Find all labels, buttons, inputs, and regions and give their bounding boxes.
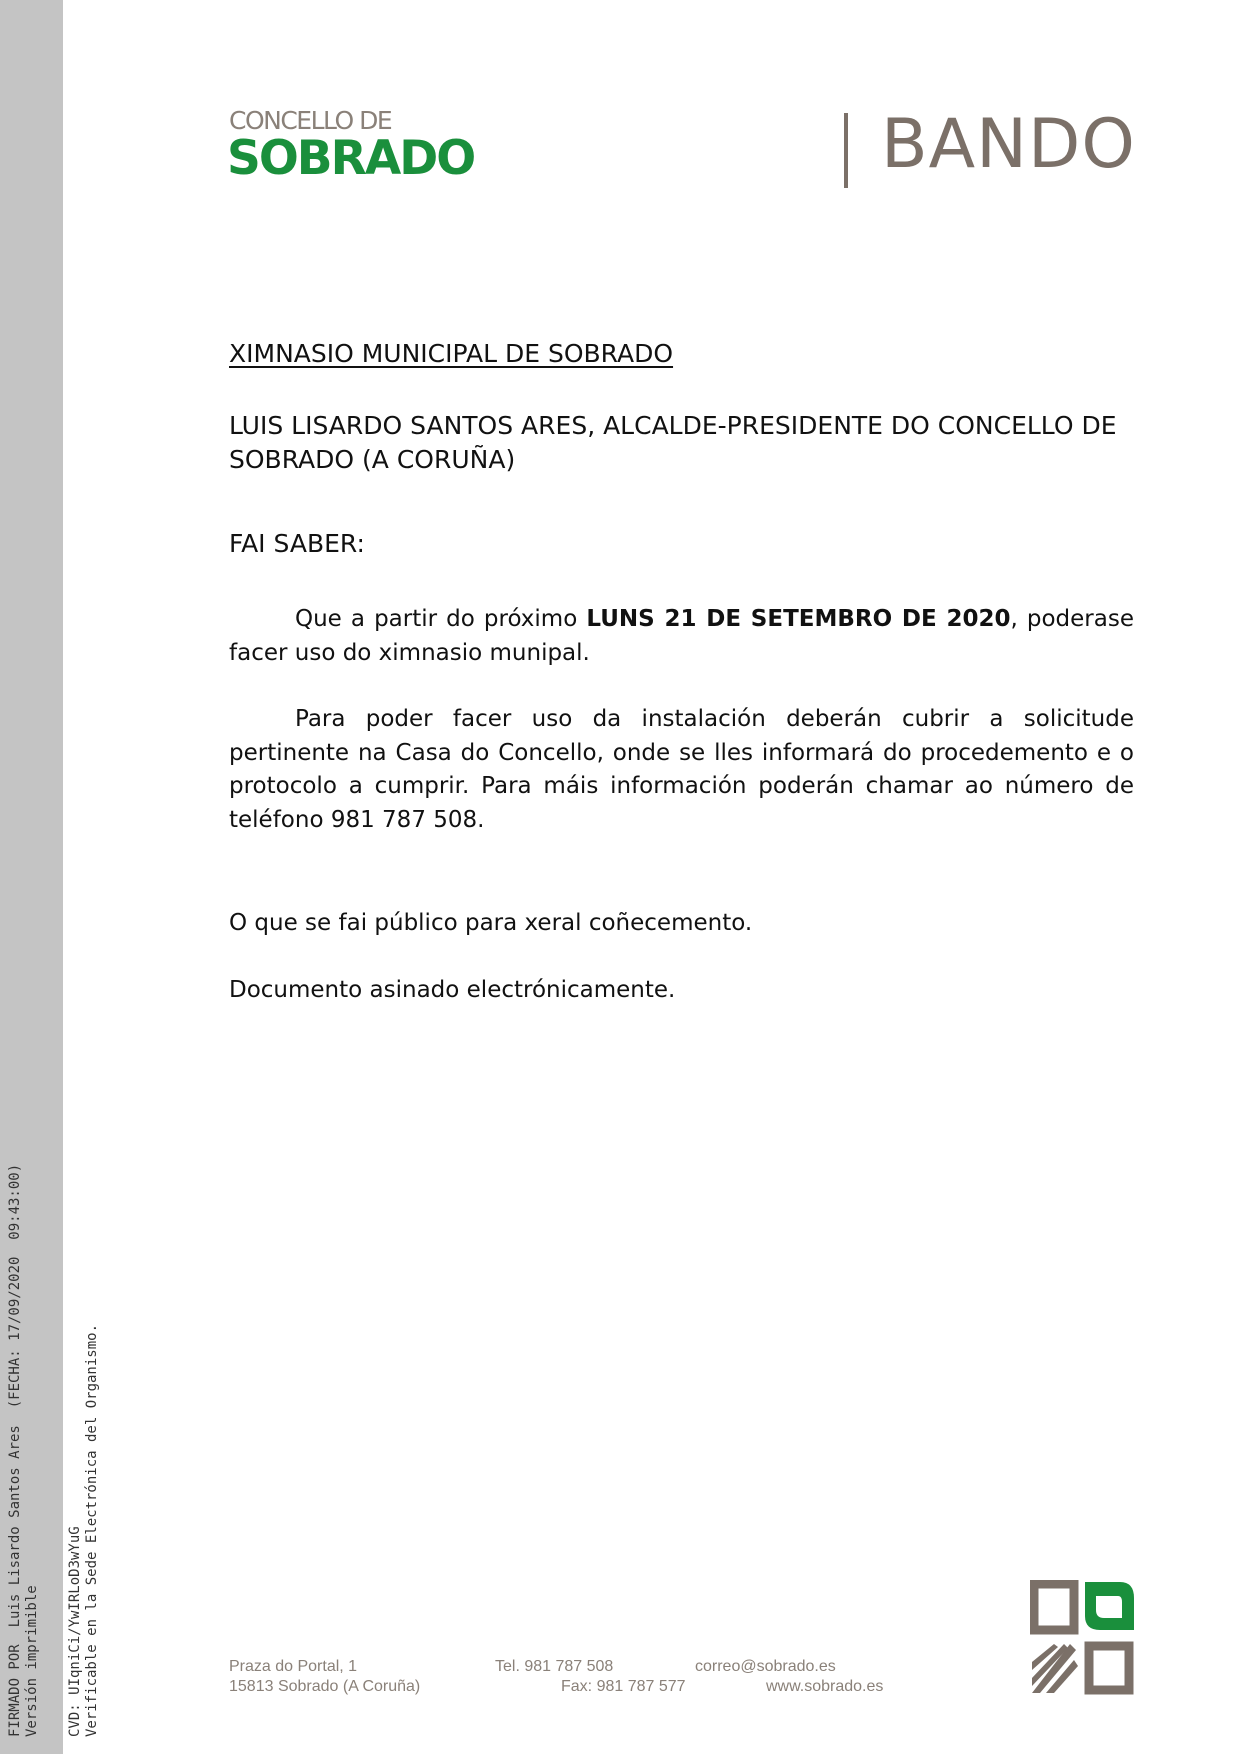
logo-sobrado: SOBRADO <box>227 131 475 186</box>
printable-version-line: Versión imprimible <box>24 1585 40 1737</box>
footer-email: correo@sobrado.es <box>695 1658 836 1675</box>
paragraph-date-rest: , poderase facer uso do ximnasio munipal. <box>229 606 1134 666</box>
bando-divider <box>844 113 848 188</box>
footer-phone: Tel. 981 787 508 <box>495 1658 614 1675</box>
paragraph-date <box>229 603 1134 670</box>
paragraph-date-intro: Que a partir do próximo <box>295 606 587 632</box>
cvd-text <box>67 1324 101 1737</box>
mayor-statement: LUIS LISARDO SANTOS ARES, ALCALDE-PRESIDENTE DO CONCELLO DE SOBRADO (A CORUÑA) <box>229 411 1117 474</box>
footer-website: www.sobrado.es <box>766 1678 884 1695</box>
document-type-title: BANDO <box>881 105 1136 184</box>
reopening-date: LUNS 21 DE SETEMBRO DE 2020 <box>586 606 1011 632</box>
signature-text <box>7 1164 41 1737</box>
document-heading: XIMNASIO MUNICIPAL DE SOBRADO <box>229 339 674 368</box>
verification-line: Verificable en la Sede Electrónica del Organismo. <box>84 1323 100 1737</box>
footer-address-line2: 15813 Sobrado (A Coruña) <box>229 1678 421 1695</box>
signature-line: FIRMADO POR Luis Lisardo Santos Ares (FECHA: 17/09/2020 09:43:00) <box>7 1163 23 1737</box>
cvd-code-line: CVD: UIqniCi/YwIRLoD3wYuG <box>67 1526 83 1737</box>
footer-fax: Fax: 981 787 577 <box>561 1678 686 1695</box>
sobrado-emblem-icon <box>1030 1580 1136 1695</box>
logo-concello-de: CONCELLO DE <box>229 106 392 135</box>
closing-public-notice: O que se fai público para xeral coñecemento. <box>229 910 753 936</box>
electronic-signature-note: Documento asinado electrónicamente. <box>229 977 676 1003</box>
footer-address-line1: Praza do Portal, 1 <box>229 1658 358 1675</box>
fai-saber-label: FAI SABER: <box>229 529 365 558</box>
paragraph-instructions: Para poder facer uso da instalación deberán cubrir a solicitude pertinente na Casa do Concello, onde se lles informará do procedemento e o protocolo a cumprir. Para máis información poderán chamar ao número de teléfono 981 787 508. <box>229 706 1134 833</box>
